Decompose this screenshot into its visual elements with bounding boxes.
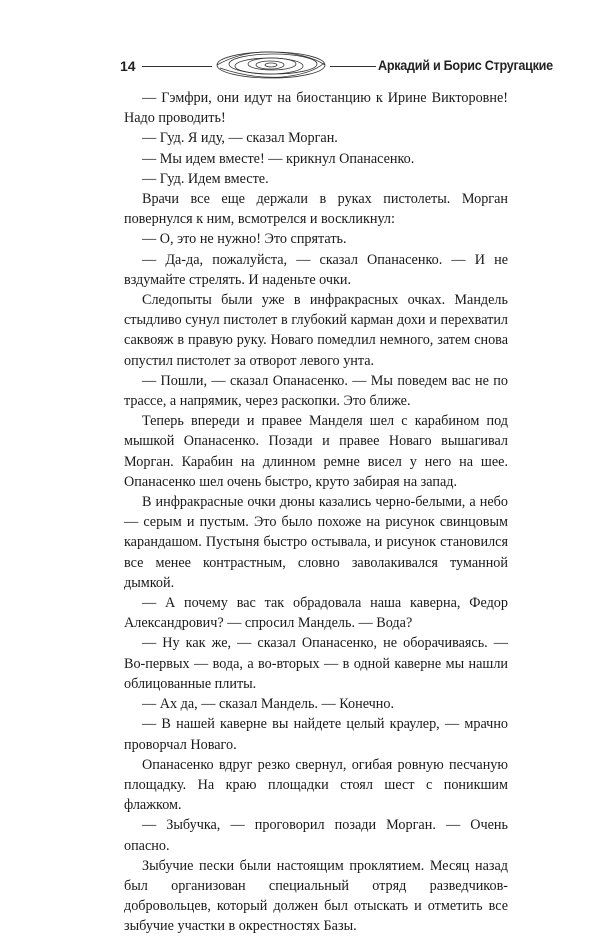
paragraph: — Ну как же, — сказал Опанасенко, не оборачиваясь. — Во-первых — вода, а во-вторых — в одной каверне мы нашли облицованные плиты. — [124, 635, 508, 692]
paragraph: В инфракрасные очки дюны казались черно-белыми, а небо — серым и пустым. Это было похоже на рисунок свинцовым карандашом. Пустыня быстро остывала, и рисунок становился все менее контрастным, словно заволакивался туманной дымкой. — [124, 494, 508, 591]
paragraph: — А почему вас так обрадовала наша каверна, Федор Александрович? — спросил Мандель. — Вода? — [124, 595, 508, 632]
header-rule-right — [330, 66, 376, 67]
paragraph: Опанасенко вдруг резко свернул, огибая ровную песчаную площадку. На краю площадки стоял шест с поникшим флажком. — [124, 756, 508, 814]
paragraph: — Гуд. Идем вместе. — [142, 170, 269, 187]
paragraph: — В нашей каверне вы найдете целый краулер, — мрачно проворчал Новаго. — [124, 716, 508, 753]
paragraph: — Да-да, пожалуйста, — сказал Опанасенко. — И не вздумайте стрелять. И наденьте очки. — [124, 251, 508, 288]
paragraph: — Мы идем вместе! — крикнул Опанасенко. — [142, 150, 415, 167]
paragraph: — Пошли, — сказал Опанасенко. — Мы поведем вас не по трассе, а напрямик, через раскопки. Это ближе. — [124, 372, 508, 410]
swirl-ornament-icon — [212, 48, 330, 82]
header-rule-left — [142, 66, 212, 67]
page-number: 14 — [120, 58, 136, 74]
paragraph: Врачи все еще держали в руках пистолеты. Морган повернулся к ним, всмотрелся и воскликнул: — [124, 191, 508, 228]
page-header — [120, 48, 553, 82]
paragraph: — Зыбучка, — проговорил позади Морган. — Очень опасно. — [124, 817, 508, 854]
paragraph: Теперь впереди и правее Манделя шел с карабином под мышкой Опанасенко. Позади и правее Новаго вышагивал Морган. Карабин на длинном ремне висел у него на шее. Опанасенко шел очень быстро, круто забирая на запад. — [124, 413, 508, 490]
running-head: Аркадий и Борис Стругацкие — [378, 57, 553, 73]
paragraph: Зыбучие пески были настоящим проклятием. Месяц назад был организован специальный отряд разведчиков-добровольцев, который должен был отыскать и отметить все зыбучие участки в окрестностях Базы. — [124, 857, 508, 935]
paragraph: — Гуд. Я иду, — сказал Морган. — [142, 130, 338, 147]
body-text — [124, 88, 508, 937]
paragraph: — Гэмфри, они идут на биостанцию к Ирине Викторовне! Надо проводить! — [124, 90, 508, 127]
paragraph: — Ах да, — сказал Мандель. — Конечно. — [142, 696, 395, 713]
paragraph: — О, это не нужно! Это спрятать. — [142, 231, 347, 248]
paragraph: Следопыты были уже в инфракрасных очках. Мандель стыдливо сунул пистолет в глубокий карман дохи и перехватил саквояж в правую руку. Новаго помедлил немного, затем снова опустил пистолет за отворот левого унта. — [124, 292, 508, 369]
